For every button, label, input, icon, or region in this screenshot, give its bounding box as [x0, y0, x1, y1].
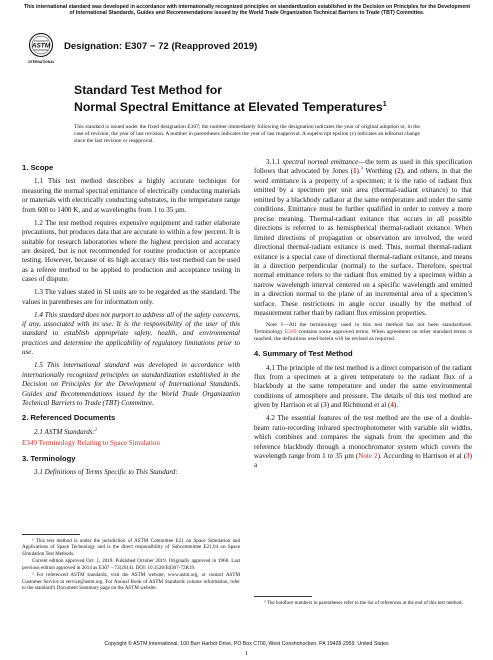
svg-text:INTERNATIONAL: INTERNATIONAL: [28, 60, 54, 64]
ref-link-2[interactable]: 2: [397, 167, 401, 176]
reference-title-link[interactable]: Terminology Relating to Space Simulation: [38, 439, 160, 448]
note-1: Note 1—All the terminology used in this test method has not been standardized. Terminology E349 contains some approved terms. When agreement on other standard terms is reached, the definitions used herein will be revised as required.: [254, 322, 472, 343]
issuance-note: This standard is issued under the fixed designation E307; the number immediately following the designation indicates the year of original adoption or, in the case of revision, the year of last revision. A number in parentheses indicates the year of last reapproval. A superscript epsilon (ε) indicates an editorial change since the last revision or reapproval.: [74, 124, 420, 144]
ref-link-4[interactable]: 4: [390, 401, 394, 410]
note-2-link[interactable]: Note 2: [358, 452, 378, 461]
section-heading-terminology: 3. Terminology: [22, 453, 76, 463]
paragraph-3-1-1: 3.1.1 spectral normal emittance—the term as used in this specification follows that advocated by Jones (1).$^3$ Worthing (2), and others, in that the word emittance is a property of a specimen; it is the ratio of radiant flux emitted by a specimen per unit area (thermal-radiant exitance) to that emitted by a blackbody radiator at the same temperature and under the same conditions. Emittance must be further qualified in order to convey a more precise meaning. Thermal-radiant exitance that occurs in all possible directions is referred to as hemispherical thermal-radiant exitance. When limited directions of propagation or observation are involved, the word directional thermal-radiant exitance is used. Thus, normal thermal-radiant exitance is a special case of directional thermal-radiant exitance, and means in a direction perpendicular (normal) to the surface. Therefore, spectral normal emittance refers to the radiant flux emitted by a specimen within a narrow wavelength interval centered on a specific wavelength and emitted in a direction normal to the plane of an incremental area of a specimen’s surface. These restrictions in angle occur usually by the method of measurement rather than by radiant flux emission properties.: [254, 158, 472, 318]
paragraph-4-2: 4.2 The essential features of the test method are the use of a double-beam ratio-recording infrared spectrophotometer with variable slit widths, which combines and compares the signals from the specimen and the reference blackbody through a monochromator system which covers the wavelength range from 1 to 35 µm (Note 2). According to Harrison et al (3) a: [254, 414, 472, 470]
document-title: [74, 83, 434, 114]
astm-logo-icon: [28, 33, 54, 65]
paragraph-1-2: 1.2 The test method requires expensive equipment and rather elaborate precautions, but produces data that are accurate to within a few percent. It is suitable for research laboratories where the highest precision and accuracy are desired, but is not recommended for routine production or acceptance testing. However, because of its high accuracy this test method can be used as a referee method to be applied to production and acceptance testing in cases of dispute.: [22, 218, 240, 284]
header-notice: This international standard was developed in accordance with internationally recognized principles on standardization established in the Decision on Principles for the Development of International Standards, Guides and Recommendations issued by the World Trade Organization Technical Barriers to Trade (TBT) Committee.: [23, 4, 471, 17]
footnote-2: ² For referenced ASTM standards, visit the ASTM website, www.astm.org, or contact ASTM Customer Service at service@astm.org. For Annual Book of ASTM Standards volume information, refer to the standard’s Document Summary page on the ASTM website.: [22, 572, 240, 592]
ref-link-1[interactable]: 1: [352, 167, 357, 176]
title-line-2: Normal Spectral Emittance at Elevated Temperatures$^1$: [74, 99, 387, 114]
footnotes-right: [254, 600, 472, 608]
paragraph-1-3: 1.3 The values stated in SI units are to be regarded as the standard. The values in parentheses are for information only.: [22, 288, 240, 306]
footnote-3: ³ The boldface numbers in parentheses refer to the list of references at the end of this test method.: [264, 600, 463, 606]
copyright-line: Copyright © ASTM International, 100 Barr Harbor Drive, PO Box C700, West Conshohocken, PA 19428-2959. United States: [104, 641, 389, 647]
title-line-1: Standard Test Method for: [74, 83, 223, 97]
page-number: 1: [244, 650, 249, 657]
right-column: [254, 158, 472, 474]
footnotes-left: [22, 538, 240, 593]
footnote-divider-right: [254, 596, 312, 597]
ref-link-3b[interactable]: 3: [466, 452, 470, 461]
footnote-divider: [22, 534, 80, 535]
footnote-1-edition: Current edition approved Oct. 1, 2019. Published October 2019. Originally approved in 1968. Last previous edition approved in 2014 as E307 – 72(2014). DOI: 10.1520/E0307-72R19.: [22, 558, 240, 571]
paragraph-3-1: 3.1 Definitions of Terms Specific to This Standard:: [34, 468, 178, 477]
footnote-1: ¹ This test method is under the jurisdiction of ASTM Committee E21 on Space Simulation and Applications of Space Technology and is the direct responsibility of Subcommittee E21.04 on Space Simulation Test Methods.: [22, 538, 240, 557]
section-heading-summary: 4. Summary of Test Method: [254, 349, 353, 359]
ref-link-3[interactable]: 3: [323, 401, 327, 410]
note-link-e349[interactable]: E349: [284, 329, 297, 336]
paragraph-1-5: 1.5 This international standard was developed in accordance with internationally recognized principles on standardization established in the Decision on Principles for the Development of International Standards, Guides and Recommendations issued by the World Trade Organization Technical Barriers to Trade (TBT) Committee.: [22, 361, 240, 407]
designation: Designation: E307 − 72 (Reapproved 2019): [64, 41, 258, 52]
reference-code-link[interactable]: E349: [22, 439, 37, 448]
paragraph-4-1: 4.1 The principle of the test method is a direct comparison of the radiant flux from a specimen at a given temperature to the radiant flux of a blackbody at the same temperature and under the same environmental conditions of atmosphere and pressure. The details of this test method are given by Harrison et al (3) and Richmond et al (4).: [254, 363, 472, 410]
paragraph-1-1: 1.1 This test method describes a highly accurate technique for measuring the normal spectral emittance of electrically conducting materials or materials with electrically conducting substrates, in the temperature range from 600 to 1400 K, and at wavelengths from 1 to 35 µm.: [22, 177, 240, 214]
left-column: [22, 158, 240, 481]
svg-text:ASTM: ASTM: [31, 42, 51, 50]
section-heading-scope: 1. Scope: [22, 163, 54, 172]
paragraph-1-4: 1.4 This standard does not purport to address all of the safety concerns, if any, associated with its use. It is the responsibility of the user of this standard to establish appropriate safety, health, and environmental practices and determine the applicability of regulatory limitations prior to use.: [22, 310, 240, 357]
section-heading-referenced: 2. Referenced Documents: [22, 413, 116, 423]
reference-entry-e349[interactable]: [22, 439, 240, 448]
paragraph-2-1: 2.1 ASTM Standards:$^2$: [34, 426, 98, 436]
